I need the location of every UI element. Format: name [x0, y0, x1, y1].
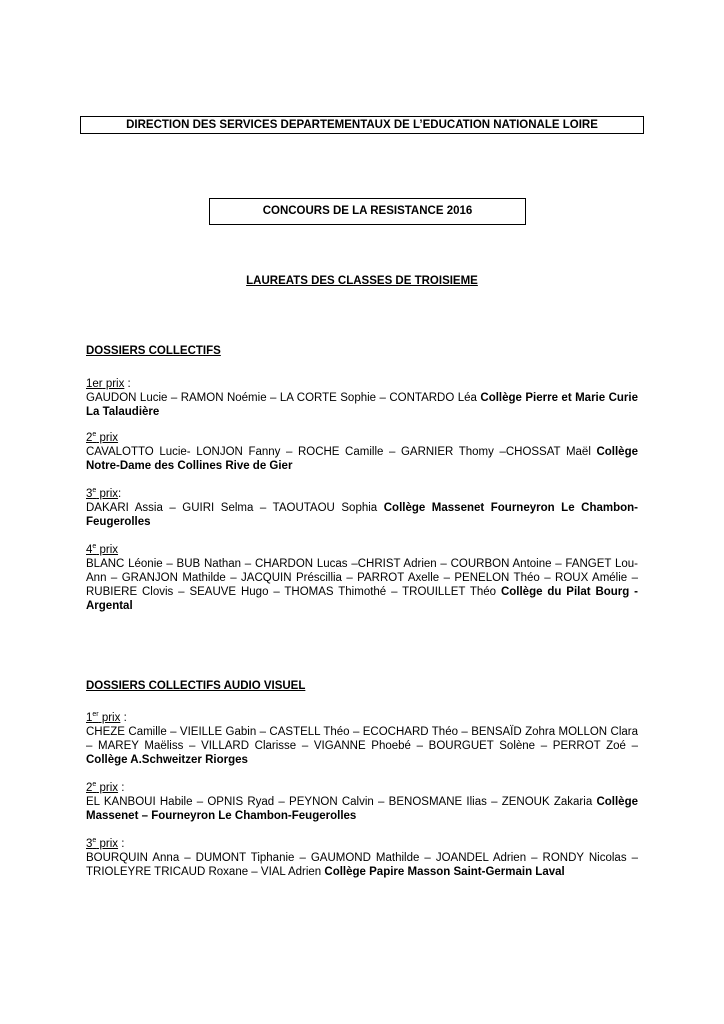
prize-names: EL KANBOUI Habile – OPNIS Ryad – PEYNON Calvin – BENOSMANE Ilias – ZENOUK Zakaria	[86, 795, 597, 808]
direction-title: DIRECTION DES SERVICES DEPARTEMENTAUX DE L’EDUCATION NATIONALE LOIRE	[126, 119, 598, 131]
prize-label: 1er prix :	[86, 711, 127, 724]
prize-names: DAKARI Assia – GUIRI Selma – TAOUTAOU Sophia	[86, 501, 384, 514]
prize-text	[86, 851, 638, 879]
prize-school: Collège Notre-Dame des Collines Rive de Gier	[86, 445, 638, 472]
laureats-title: LAUREATS DES CLASSES DE TROISIEME	[246, 275, 478, 287]
prize-text	[86, 501, 638, 529]
concours-header-box	[209, 198, 526, 225]
prize-text	[86, 445, 638, 473]
prize-names: CAVALOTTO Lucie- LONJON Fanny – ROCHE Camille – GARNIER Thomy –CHOSSAT Maël	[86, 445, 597, 458]
prize-school: Collège Pierre et Marie Curie La Talaudière	[86, 391, 638, 418]
prize-names: BLANC Léonie – BUB Nathan – CHARDON Lucas –CHRIST Adrien – COURBON Antoine – FANGET Lou-Ann – GRANJON Mathilde – JACQUIN Préscillia – PARROT Axelle – PENELON Théo – ROUX Amélie – RUBIERE Clovis – SEAUVE Hugo – THOMAS Thimothé – TROUILLET Théo	[86, 557, 638, 598]
prize-block	[86, 374, 638, 419]
prize-school: Collège Massenet – Fourneyron Le Chambon-Feugerolles	[86, 795, 638, 822]
prize-block	[86, 834, 638, 879]
prize-names: CHEZE Camille – VIEILLE Gabin – CASTELL Théo – ECOCHARD Théo – BENSAÏD Zohra MOLLON Clara – MAREY Maëliss – VILLARD Clarisse – VIGANNE Phoebé – BOURGUET Solène – PERROT Zoé –	[86, 725, 638, 752]
section-title-collectifs: DOSSIERS COLLECTIFS	[86, 345, 221, 357]
prize-block	[86, 540, 638, 613]
prize-block	[86, 428, 638, 473]
prize-block	[86, 778, 638, 823]
prize-text	[86, 391, 638, 419]
prize-text	[86, 795, 638, 823]
prize-label: 4e prix	[86, 543, 119, 556]
prize-label: 2e prix :	[86, 781, 125, 794]
prize-school: Collège A.Schweitzer Riorges	[86, 753, 248, 766]
prize-label: 3e prix :	[86, 837, 125, 850]
prize-text	[86, 557, 638, 613]
prize-school: Collège Massenet Fourneyron Le Chambon-Feugerolles	[86, 501, 638, 528]
prize-label: 2e prix	[86, 431, 119, 444]
prize-school: Collège Papire Masson Saint-Germain Laval	[324, 865, 565, 878]
prize-school: Collège du Pilat Bourg - Argental	[86, 585, 639, 612]
prize-names: BOURQUIN Anna – DUMONT Tiphanie – GAUMOND Mathilde – JOANDEL Adrien – RONDY Nicolas – TRIOLEYRE TRICAUD Roxane – VIAL Adrien	[86, 851, 638, 878]
prize-label: 3e prix:	[86, 487, 122, 500]
prize-names: GAUDON Lucie – RAMON Noémie – LA CORTE Sophie – CONTARDO Léa	[86, 391, 481, 404]
prize-text	[86, 725, 638, 767]
concours-title: CONCOURS DE LA RESISTANCE 2016	[262, 205, 473, 217]
section-title-audio-visuel: DOSSIERS COLLECTIFS AUDIO VISUEL	[86, 680, 306, 692]
prize-block	[86, 484, 638, 529]
prize-block	[86, 708, 638, 767]
direction-header-box	[80, 116, 644, 134]
prize-label: 1er prix :	[86, 377, 131, 390]
